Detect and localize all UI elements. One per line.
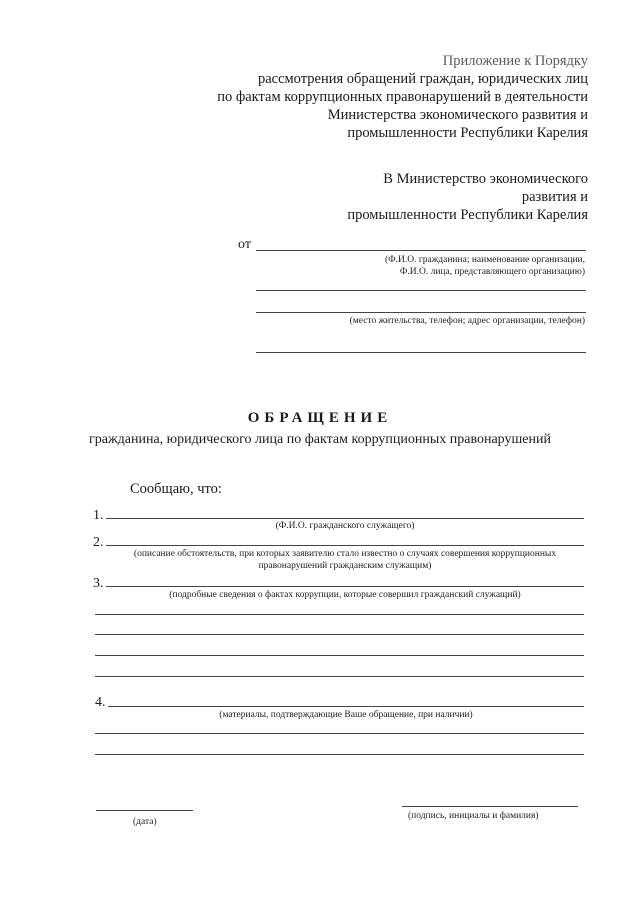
addressee-line: развития и: [521, 189, 588, 205]
sender-name-line[interactable]: [256, 250, 586, 251]
sender-address-extra-line[interactable]: [256, 352, 586, 353]
appendix-line: промышленности Республики Карелия: [347, 125, 588, 141]
item-3-hint: (подробные сведения о фактах коррупции, которые совершил гражданский служащий): [169, 590, 521, 600]
item-number: 1.: [93, 508, 104, 523]
item-4-extra-line[interactable]: [95, 754, 584, 755]
appendix-line: по фактам коррупционных правонарушений в деятельности: [217, 89, 588, 105]
sender-name-hint-1: (Ф.И.О. гражданина; наименование организации,: [384, 255, 585, 265]
item-number: 2.: [93, 535, 104, 550]
date-line[interactable]: [96, 810, 193, 811]
item-3-line[interactable]: [106, 586, 584, 587]
appendix-line: Министерства экономического развития и: [327, 107, 588, 123]
from-label: от: [238, 237, 251, 252]
item-3-extra-line[interactable]: [95, 614, 584, 615]
item-1-hint: (Ф.И.О. гражданского служащего): [275, 521, 415, 531]
addressee-line: промышленности Республики Карелия: [347, 207, 588, 223]
item-4-line[interactable]: [108, 706, 584, 707]
signature-line[interactable]: [402, 806, 578, 807]
item-3-extra-line[interactable]: [95, 634, 584, 635]
document-title: ОБРАЩЕНИЕ: [247, 410, 393, 426]
document-subtitle: гражданина, юридического лица по фактам коррупционных правонарушений: [89, 432, 551, 447]
addressee-line: В Министерство экономического: [383, 171, 588, 187]
item-2-hint-1: (описание обстоятельств, при которых заявителю стало известно о случаях совершения коррупционных: [133, 549, 557, 559]
item-number: 4.: [95, 695, 106, 710]
intro-text: Сообщаю, что:: [130, 481, 222, 497]
item-4-hint: (материалы, подтверждающие Ваше обращение, при наличии): [219, 710, 473, 720]
item-2-hint-2: правонарушений гражданским служащим): [258, 561, 432, 571]
item-4-extra-line[interactable]: [95, 733, 584, 734]
sender-extra-line[interactable]: [256, 290, 586, 291]
item-3-extra-line[interactable]: [95, 676, 584, 677]
item-number: 3.: [93, 576, 104, 591]
sender-address-line[interactable]: [256, 312, 586, 313]
appendix-line: рассмотрения обращений граждан, юридических лиц: [257, 71, 588, 87]
date-label: (дата): [133, 817, 157, 827]
sender-name-hint-2: Ф.И.О. лица, представляющего организацию): [399, 267, 585, 277]
appendix-line: Приложение к Порядку: [442, 53, 588, 69]
sender-address-hint: (место жительства, телефон; адрес организации, телефон): [349, 316, 585, 326]
item-3-extra-line[interactable]: [95, 655, 584, 656]
item-1-line[interactable]: [106, 518, 584, 519]
signature-label: (подпись, инициалы и фамилия): [408, 811, 539, 821]
item-2-line[interactable]: [106, 545, 584, 546]
